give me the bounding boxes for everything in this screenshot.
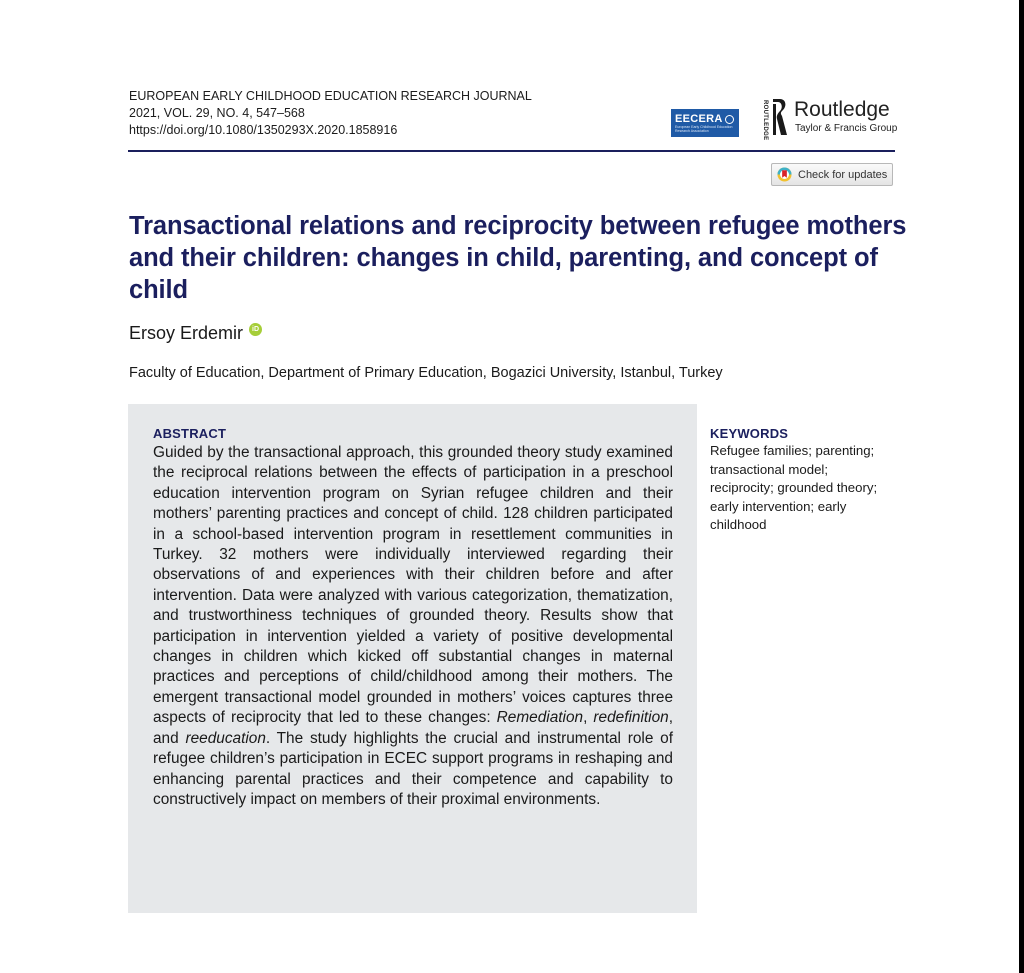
author-name[interactable]: Ersoy Erdemir xyxy=(129,323,244,343)
crossmark-icon xyxy=(777,167,792,182)
routledge-name: Routledge xyxy=(794,98,890,121)
abstract-text xyxy=(153,443,673,810)
routledge-group: Taylor & Francis Group xyxy=(795,123,898,134)
keyword-line: early intervention; early xyxy=(710,498,847,514)
keywords-list xyxy=(710,442,900,535)
abstract-text-part: Guided by the transactional approach, this grounded theory study examined the reciprocal relations between the effects of participation in a preschool education intervention program on Syrian refugee children and their mothers’ parenting practices and concept of child. 128 children participated in a school-based intervention program in resettlement communities in Turkey. 32 mothers were individually interviewed regarding their observations of and experiences with their children before and after intervention. Data were analyzed with various categorization, thematization, and trustworthiness techniques of grounded theory. Results show that participation in intervention yielded a variety of positive developmental changes in children which kicked off substantial changes in maternal practices and perceptions of child/childhood among their mothers. The emergent transactional model grounded in mothers’ voices captures three aspects of reciprocity that led to these changes: xyxy=(153,444,673,727)
author-line xyxy=(129,323,262,344)
abstract-term-reeducation: reeducation xyxy=(185,729,266,747)
journal-name: EUROPEAN EARLY CHILDHOOD EDUCATION RESEARCH JOURNAL xyxy=(129,89,532,103)
keyword-line: Refugee families; parenting; xyxy=(710,443,875,458)
check-for-updates-button[interactable] xyxy=(771,163,893,186)
keyword-line: childhood xyxy=(710,517,767,532)
doi-link[interactable]: https://doi.org/10.1080/1350293X.2020.1858916 xyxy=(129,123,398,137)
abstract-text-part: . The study highlights the crucial and instrumental role of refugee children’s participation in ECEC support programs in reshaping and enhancing parental practices and their competence and capability to constructively impact on members of their proximal environments. xyxy=(153,729,673,808)
keywords-heading: KEYWORDS xyxy=(710,426,789,441)
header-divider xyxy=(128,150,895,152)
eecera-logo xyxy=(671,109,739,137)
eecera-face-icon xyxy=(725,115,734,124)
journal-meta xyxy=(129,88,532,139)
eecera-name: EECERA xyxy=(675,113,723,125)
abstract-separator: , xyxy=(583,709,594,727)
author-affiliation: Faculty of Education, Department of Primary Education, Bogazici University, Istanbul, Turkey xyxy=(129,365,723,381)
routledge-logo xyxy=(762,98,902,142)
routledge-vertical-text: ROUTLEDGE xyxy=(762,100,768,141)
abstract-term-remediation: Remediation xyxy=(496,709,584,727)
right-edge-bar xyxy=(1019,0,1024,973)
abstract-term-redefinition: redefinition xyxy=(593,709,669,727)
keyword-line: transactional model; xyxy=(710,461,829,477)
journal-citation: 2021, VOL. 29, NO. 4, 547–568 xyxy=(129,106,305,120)
routledge-r-icon xyxy=(771,98,787,136)
check-for-updates-label: Check for updates xyxy=(798,168,888,181)
abstract-separator: , and xyxy=(153,709,673,747)
article-title: Transactional relations and reciprocity between refugee mothers and their children: changes in child, parenting, and concept of child xyxy=(129,212,907,304)
eecera-subtitle: European Early Childhood Education Research Association xyxy=(675,125,733,133)
keyword-line: reciprocity; grounded theory; xyxy=(710,480,878,495)
abstract-heading: ABSTRACT xyxy=(153,426,227,441)
orcid-icon[interactable]: iD xyxy=(249,323,262,336)
